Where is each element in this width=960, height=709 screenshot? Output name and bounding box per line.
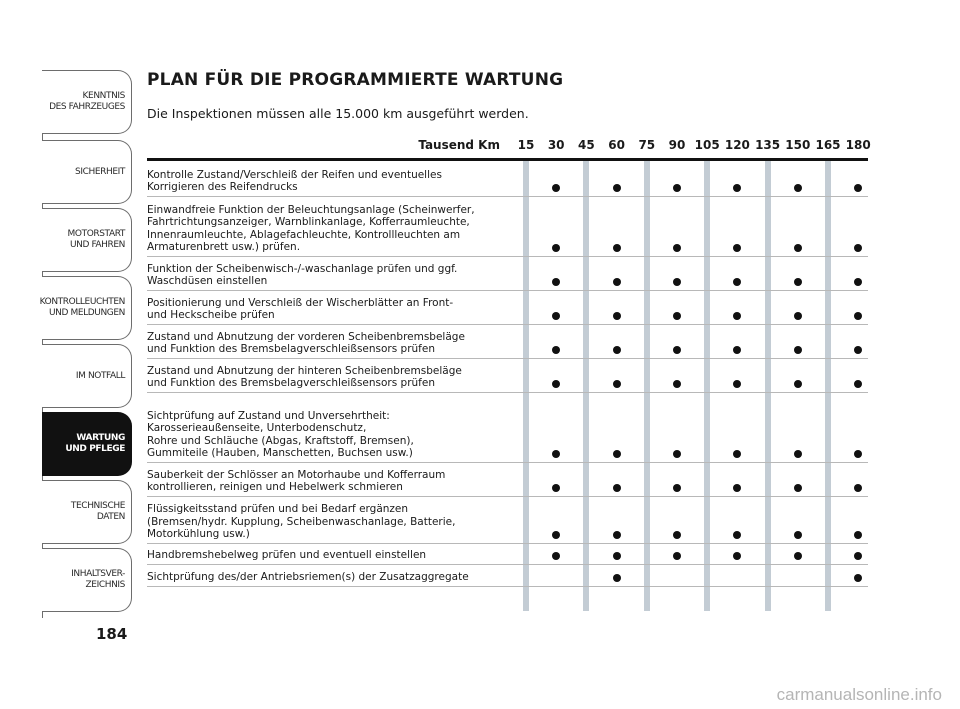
row-description: Sichtprüfung auf Zustand und Unversehrtheit: Karosserieaußenseite, Unterbodenschutz, Rohre und Schläuche (Abgas, Kraftstoff, Bremsen), Gummiteile (Hauben, Manschetten, Buchsen usw.) — [147, 410, 414, 459]
service-dot-90 — [673, 312, 681, 320]
row-description: Handbremshebelweg prüfen und eventuell einstellen — [147, 548, 427, 561]
service-dot-180 — [854, 574, 862, 582]
km-column-30: 30 — [547, 138, 565, 152]
service-dot-180 — [854, 278, 862, 286]
km-column-75: 75 — [638, 138, 656, 152]
service-dot-150 — [794, 484, 802, 492]
service-dot-180 — [854, 484, 862, 492]
service-dot-150 — [794, 450, 802, 458]
km-column-120: 120 — [724, 138, 750, 152]
service-dot-90 — [673, 346, 681, 354]
service-dot-150 — [794, 184, 802, 192]
page-title: PLAN FÜR DIE PROGRAMMIERTE WARTUNG — [147, 70, 564, 90]
km-header-label: Tausend Km — [418, 138, 500, 152]
table-row — [147, 565, 868, 587]
service-dot-150 — [794, 312, 802, 320]
service-dot-120 — [733, 244, 741, 252]
service-dot-180 — [854, 346, 862, 354]
row-description: Zustand und Abnutzung der hinteren Scheibenbremsbeläge und Funktion des Bremsbelagverschleißsensors prüfen — [147, 364, 462, 389]
service-dot-180 — [854, 380, 862, 388]
tab-im-notfall[interactable]: IM NOTFALL — [42, 344, 132, 408]
table-row — [147, 257, 868, 291]
service-dot-150 — [794, 244, 802, 252]
km-column-60: 60 — [608, 138, 625, 152]
service-dot-150 — [794, 278, 802, 286]
table-row — [147, 497, 868, 544]
km-column-165: 165 — [815, 138, 841, 152]
service-dot-90 — [673, 531, 681, 539]
table-row — [147, 463, 868, 497]
row-description: Sauberkeit der Schlösser an Motorhaube und Kofferraum kontrollieren, reinigen und Hebelwerk schmieren — [147, 468, 446, 493]
km-column-135: 135 — [755, 138, 781, 152]
service-dot-60 — [613, 574, 621, 582]
service-dot-30 — [552, 278, 560, 286]
service-dot-30 — [552, 552, 560, 560]
tab-technische-daten[interactable]: TECHNISCHE DATEN — [42, 480, 132, 544]
service-dot-60 — [613, 278, 621, 286]
service-dot-180 — [854, 184, 862, 192]
service-dot-120 — [733, 184, 741, 192]
service-dot-60 — [613, 346, 621, 354]
service-dot-120 — [733, 346, 741, 354]
service-dot-150 — [794, 380, 802, 388]
service-dot-30 — [552, 184, 560, 192]
table-header — [147, 138, 871, 158]
tab-inhaltsver-zeichnis[interactable]: INHALTSVER- ZEICHNIS — [42, 548, 132, 612]
table-row — [147, 325, 868, 359]
service-dot-90 — [673, 184, 681, 192]
row-description: Sichtprüfung des/der Antriebsriemen(s) der Zusatzaggregate — [147, 570, 469, 583]
service-dot-90 — [673, 552, 681, 560]
km-column-150: 150 — [785, 138, 811, 152]
service-dot-30 — [552, 346, 560, 354]
service-dot-90 — [673, 244, 681, 252]
service-dot-30 — [552, 531, 560, 539]
table-row — [147, 163, 868, 197]
service-dot-60 — [613, 312, 621, 320]
service-dot-60 — [613, 484, 621, 492]
service-dot-30 — [552, 244, 560, 252]
service-dot-90 — [673, 278, 681, 286]
service-dot-150 — [794, 552, 802, 560]
service-dot-60 — [613, 552, 621, 560]
service-dot-90 — [673, 380, 681, 388]
km-column-45: 45 — [578, 138, 595, 152]
service-dot-120 — [733, 484, 741, 492]
table-row — [147, 393, 868, 463]
table-row — [147, 291, 868, 325]
row-description: Funktion der Scheibenwisch-/-waschanlage prüfen und ggf. Waschdüsen einstellen — [147, 262, 458, 287]
row-description: Flüssigkeitsstand prüfen und bei Bedarf ergänzen (Bremsen/hydr. Kupplung, Scheibenwaschanlage, Batterie, Motorkühlung usw.) — [147, 503, 456, 540]
row-description: Zustand und Abnutzung der vorderen Scheibenbremsbeläge und Funktion des Bremsbelagverschleißsensors prüfen — [147, 330, 465, 355]
km-column-180: 180 — [845, 138, 871, 152]
row-description: Kontrolle Zustand/Verschleiß der Reifen und eventuelles Korrigieren des Reifendrucks — [147, 168, 442, 193]
service-dot-120 — [733, 278, 741, 286]
service-dot-30 — [552, 484, 560, 492]
service-dot-120 — [733, 450, 741, 458]
row-description: Einwandfreie Funktion der Beleuchtungsanlage (Scheinwerfer, Fahrtrichtungsanzeiger, Warnblinkanlage, Kofferraumleuchte, Innenraumleuchte, Ablagefachleuchte, Kontrollleuchten am Armaturenbrett usw.) prüfen. — [147, 204, 475, 253]
km-column-105: 105 — [694, 138, 720, 152]
tab-motorstart-und-fahren[interactable]: MOTORSTART UND FAHREN — [42, 208, 132, 272]
service-dot-60 — [613, 531, 621, 539]
tab-kontrolleuchten-und-meldungen[interactable]: KONTROLLEUCHTEN UND MELDUNGEN — [42, 276, 132, 340]
service-dot-120 — [733, 312, 741, 320]
tab-kenntnis-des-fahrzeuges[interactable]: KENNTNIS DES FAHRZEUGES — [42, 70, 132, 134]
service-dot-180 — [854, 531, 862, 539]
row-description: Positionierung und Verschleiß der Wischerblätter an Front- und Heckscheibe prüfen — [147, 296, 454, 321]
service-dot-30 — [552, 380, 560, 388]
service-dot-180 — [854, 552, 862, 560]
tab-sicherheit[interactable]: SICHERHEIT — [42, 140, 132, 204]
service-dot-30 — [552, 312, 560, 320]
km-column-15: 15 — [517, 138, 535, 152]
service-dot-120 — [733, 531, 741, 539]
service-dot-60 — [613, 244, 621, 252]
service-dot-60 — [613, 450, 621, 458]
service-dot-150 — [794, 346, 802, 354]
table-row — [147, 197, 868, 257]
service-dot-180 — [854, 450, 862, 458]
service-dot-30 — [552, 450, 560, 458]
service-dot-90 — [673, 484, 681, 492]
km-column-90: 90 — [668, 138, 686, 152]
page-number: 184 — [96, 625, 128, 643]
tab-wartung-und-pflege[interactable]: WARTUNG UND PFLEGE — [42, 412, 132, 476]
service-dot-150 — [794, 531, 802, 539]
table-row — [147, 359, 868, 393]
service-dot-180 — [854, 244, 862, 252]
service-dot-60 — [613, 380, 621, 388]
service-dot-60 — [613, 184, 621, 192]
header-rule — [147, 158, 868, 161]
service-dot-90 — [673, 450, 681, 458]
service-dot-120 — [733, 552, 741, 560]
service-dot-180 — [854, 312, 862, 320]
table-row — [147, 544, 868, 565]
intro-text: Die Inspektionen müssen alle 15.000 km ausgeführt werden. — [147, 106, 529, 121]
service-dot-120 — [733, 380, 741, 388]
watermark: carmanualsonline.info — [776, 685, 942, 704]
